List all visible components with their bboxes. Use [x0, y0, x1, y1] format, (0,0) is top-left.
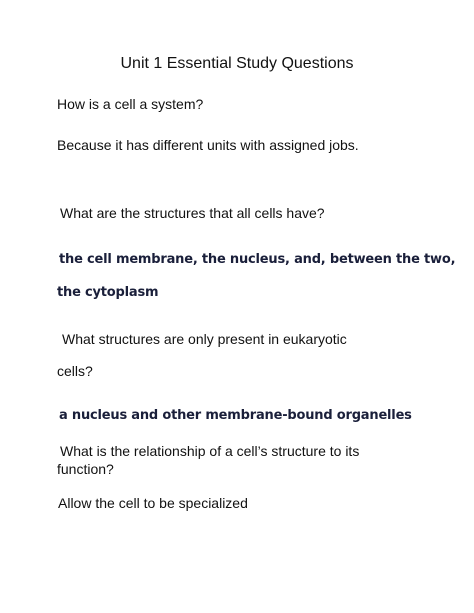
- question-3-line-1: What structures are only present in eukaryotic: [62, 331, 347, 347]
- answer-4: Allow the cell to be specialized: [58, 495, 248, 511]
- question-1: How is a cell a system?: [57, 96, 204, 112]
- question-3-line-2: cells?: [57, 363, 93, 379]
- answer-1: Because it has different units with assigned jobs.: [57, 137, 359, 153]
- question-2: What are the structures that all cells have?: [60, 205, 325, 221]
- answer-3: a nucleus and other membrane-bound organelles: [59, 408, 412, 423]
- answer-2-line-2: the cytoplasm: [57, 285, 159, 300]
- question-4-line-1: What is the relationship of a cell’s structure to its: [60, 443, 360, 459]
- question-4-line-2: function?: [57, 461, 114, 477]
- page-title: Unit 1 Essential Study Questions: [120, 55, 354, 72]
- answer-2-line-1: the cell membrane, the nucleus, and, between the two,: [59, 252, 456, 267]
